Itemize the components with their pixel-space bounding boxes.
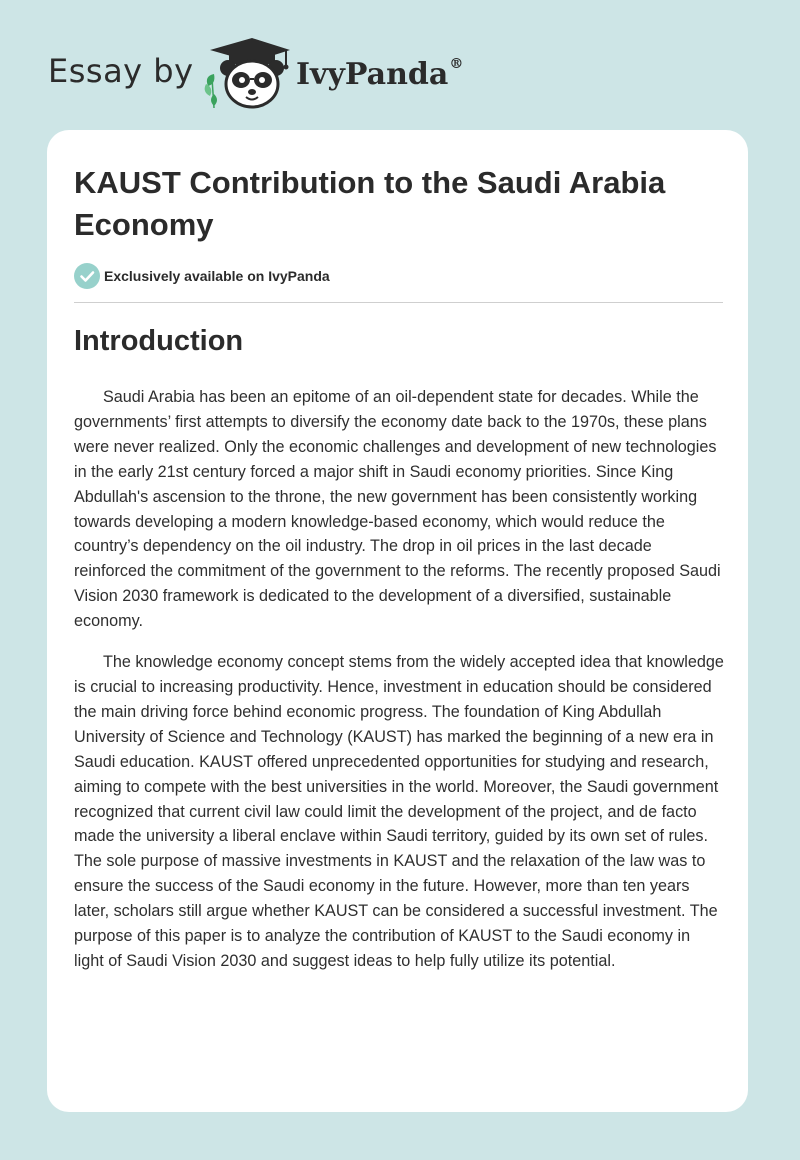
essay-title: KAUST Contribution to the Saudi Arabia Economy (74, 165, 666, 242)
paragraph: Saudi Arabia has been an epitome of an oil-dependent state for decades. While the governments’ first attempts to diversify the economy date back to the 1970s, these plans were never realized. Only the economic challenges and development of new technologies in the early 21st century forced a major shift in Saudi economy priorities. Since King Abdullah's ascension to the throne, the new government has been consistently working towards developing a modern knowledge-based economy, which would reduce the country’s dependency on the oil industry. The drop in oil prices in the last decade reinforced the commitment of the government to the reforms. The recently proposed Saudi Vision 2030 framework is dedicated to the development of a diversified, sustainable economy. (74, 388, 721, 631)
divider (74, 302, 723, 303)
trademark-symbol: ® (449, 56, 464, 72)
section-heading-introduction: Introduction (74, 325, 244, 357)
exclusive-badge-label: Exclusively available on IvyPanda (104, 268, 330, 284)
essay-card (47, 130, 748, 1112)
check-circle-icon (74, 263, 100, 289)
essay-by-label: Essay by (48, 52, 194, 90)
essay-body (74, 385, 724, 990)
site-header (48, 34, 468, 114)
brand-name[interactable]: IvyPanda® (296, 56, 464, 92)
paragraph: The knowledge economy concept stems from the widely accepted idea that knowledge is crucial to increasing productivity. Hence, investment in education should be considered the main driving force behind economic progress. The foundation of King Abdullah University of Science and Technology (KAUST) has marked the beginning of a new era in Saudi education. KAUST offered unprecedented opportunities for studying and research, aiming to compete with the best universities in the world. Moreover, the Saudi government recognized that current civil law could limit the development of the project, and de facto made the university a liberal enclave within Saudi territory, guided by its own set of rules. The sole purpose of massive investments in KAUST and the relaxation of the law was to ensure the success of the Saudi economy in the future. However, more than ten years later, scholars still argue whether KAUST can be considered a successful investment. The purpose of this paper is to analyze the contribution of KAUST to the Saudi economy in light of Saudi Vision 2030 and suggest ideas to help fully utilize its potential. (74, 653, 724, 970)
panda-graduation-cap-icon[interactable] (202, 34, 294, 110)
